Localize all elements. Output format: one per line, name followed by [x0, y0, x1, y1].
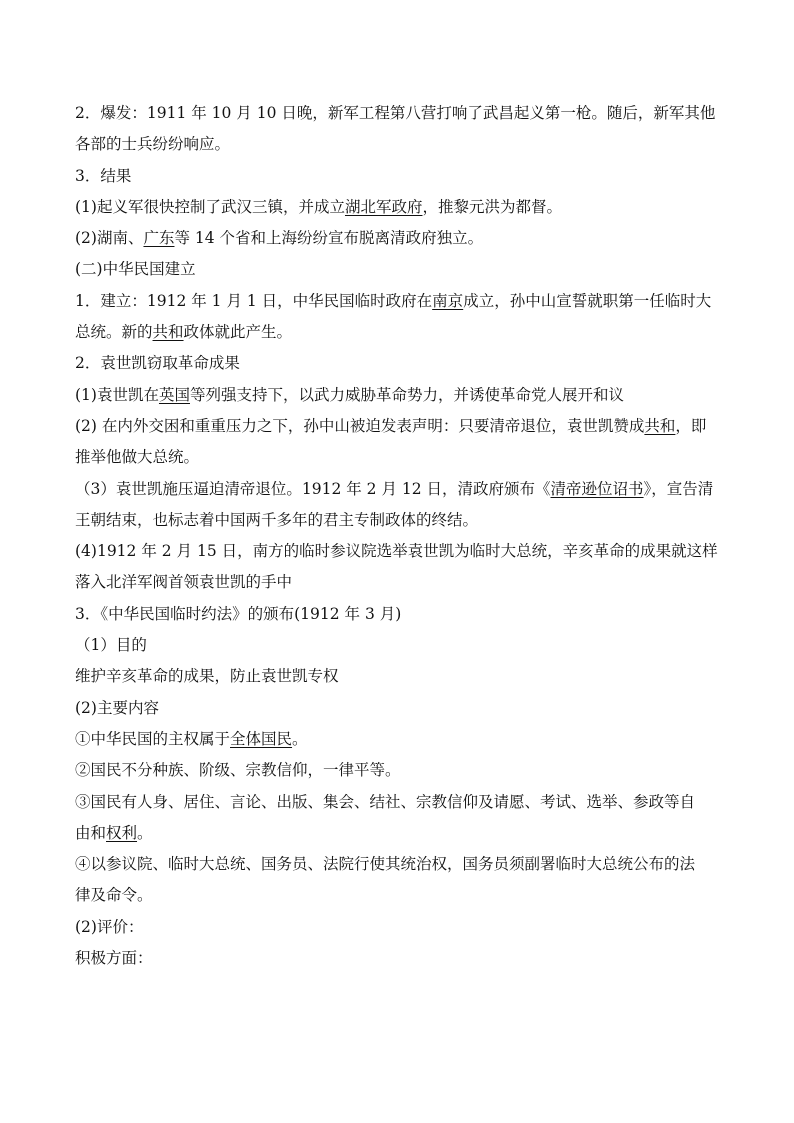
text-line — [75, 849, 725, 880]
text-segment: （3）袁世凯施压逼迫清帝退位。1912 年 2 月 12 日，清政府颁布《 — [75, 479, 551, 498]
text-segment: (4)1912 年 2 月 15 日，南方的临时参议院选举袁世凯为临时大总统，辛亥革命的成果就这样 — [75, 542, 718, 561]
text-segment: 政体就此产生。 — [183, 323, 293, 342]
text-line — [75, 254, 725, 285]
underlined-keyword: 共和 — [152, 323, 184, 342]
document-page — [75, 98, 725, 974]
text-segment: ①中华民国的主权属于 — [75, 729, 231, 748]
text-line — [75, 192, 725, 223]
text-segment: (1)起义军很快控制了武汉三镇，并成立 — [75, 197, 345, 216]
text-segment: 3．《中华民国临时约法》的颁布(1912 年 3 月) — [75, 604, 402, 623]
text-segment: (2)主要内容 — [75, 698, 159, 717]
text-segment: 。 — [137, 823, 153, 842]
text-segment: 。 — [292, 729, 308, 748]
text-line — [75, 98, 725, 129]
text-segment: 总统。新的 — [75, 323, 153, 342]
text-line — [75, 724, 725, 755]
document-body — [75, 98, 725, 974]
text-line — [75, 442, 725, 473]
text-segment: (二)中华民国建立 — [75, 260, 196, 279]
text-segment: (1)袁世凯在 — [75, 385, 159, 404]
text-segment: 落入北洋军阀首领袁世凯的手中 — [75, 573, 293, 592]
text-segment: ，推黎元洪为都督。 — [422, 197, 562, 216]
text-line — [75, 129, 725, 160]
text-segment: 2．袁世凯窃取革命成果 — [75, 354, 240, 373]
text-segment: 3．结果 — [75, 166, 132, 185]
text-segment: 积极方面： — [75, 949, 153, 968]
text-line — [75, 380, 725, 411]
text-segment: (2) 在内外交困和重重压力之下，孙中山被迫发表声明：只要清帝退位，袁世凯赞成 — [75, 416, 645, 435]
text-line — [75, 474, 725, 505]
underlined-keyword: 广东 — [143, 229, 175, 248]
underlined-keyword: 全体国民 — [230, 729, 293, 748]
text-segment: 等列强支持下，以武力威胁革命势力，并诱使革命党人展开和议 — [189, 385, 624, 404]
text-line — [75, 536, 725, 567]
text-line — [75, 661, 725, 692]
text-segment: 1．建立：1912 年 1 月 1 日，中华民国临时政府在 — [75, 291, 433, 310]
underlined-keyword: 清帝逊位诏书 — [550, 479, 644, 498]
text-line — [75, 880, 725, 911]
text-line — [75, 286, 725, 317]
text-segment: 维护辛亥革命的成果，防止袁世凯专权 — [75, 667, 339, 686]
text-line — [75, 348, 725, 379]
text-segment: 律及命令。 — [75, 886, 153, 905]
text-segment: ③国民有人身、居住、言论、出版、集会、结社、宗教信仰及请愿、考试、选举、参政等自 — [75, 792, 696, 811]
text-segment: 2．爆发：1911 年 10 月 10 日晚，新军工程第八营打响了武昌起义第一枪。随后，新军其他 — [75, 104, 716, 122]
text-line — [75, 912, 725, 943]
text-line — [75, 317, 725, 348]
text-segment: 成立，孙中山宣誓就职第一任临时大 — [463, 291, 712, 310]
text-line — [75, 818, 725, 849]
underlined-keyword: 共和 — [644, 416, 676, 435]
text-segment: 推举他做大总统。 — [75, 448, 200, 467]
text-segment: 由和 — [75, 823, 107, 842]
text-line — [75, 411, 725, 442]
underlined-keyword: 南京 — [432, 291, 464, 310]
text-segment: 各部的士兵纷纷响应。 — [75, 135, 231, 154]
underlined-keyword: 权利 — [106, 823, 138, 842]
text-segment: ④以参议院、临时大总统、国务员、法院行使其统治权，国务员须副署临时大总统公布的法 — [75, 855, 696, 874]
underlined-keyword: 湖北军政府 — [344, 197, 423, 216]
text-segment: (2)湖南、 — [75, 229, 144, 248]
text-line — [75, 693, 725, 724]
text-line — [75, 787, 725, 818]
text-line — [75, 630, 725, 661]
text-segment: ，即 — [675, 416, 707, 435]
text-segment: 王朝结束，也标志着中国两千多年的君主专制政体的终结。 — [75, 510, 479, 529]
text-line — [75, 599, 725, 630]
text-segment: (2)评价： — [75, 917, 144, 936]
text-line — [75, 567, 725, 598]
text-segment: ②国民不分种族、阶级、宗教信仰，一律平等。 — [75, 761, 401, 780]
text-segment: 》，宣告清 — [643, 479, 714, 498]
text-line — [75, 161, 725, 192]
text-line — [75, 943, 725, 974]
text-segment: 等 14 个省和上海纷纷宣布脱离清政府独立。 — [174, 229, 484, 248]
text-line — [75, 505, 725, 536]
text-segment: （1）目的 — [75, 636, 147, 655]
text-line — [75, 223, 725, 254]
text-line — [75, 755, 725, 786]
underlined-keyword: 英国 — [158, 385, 190, 404]
